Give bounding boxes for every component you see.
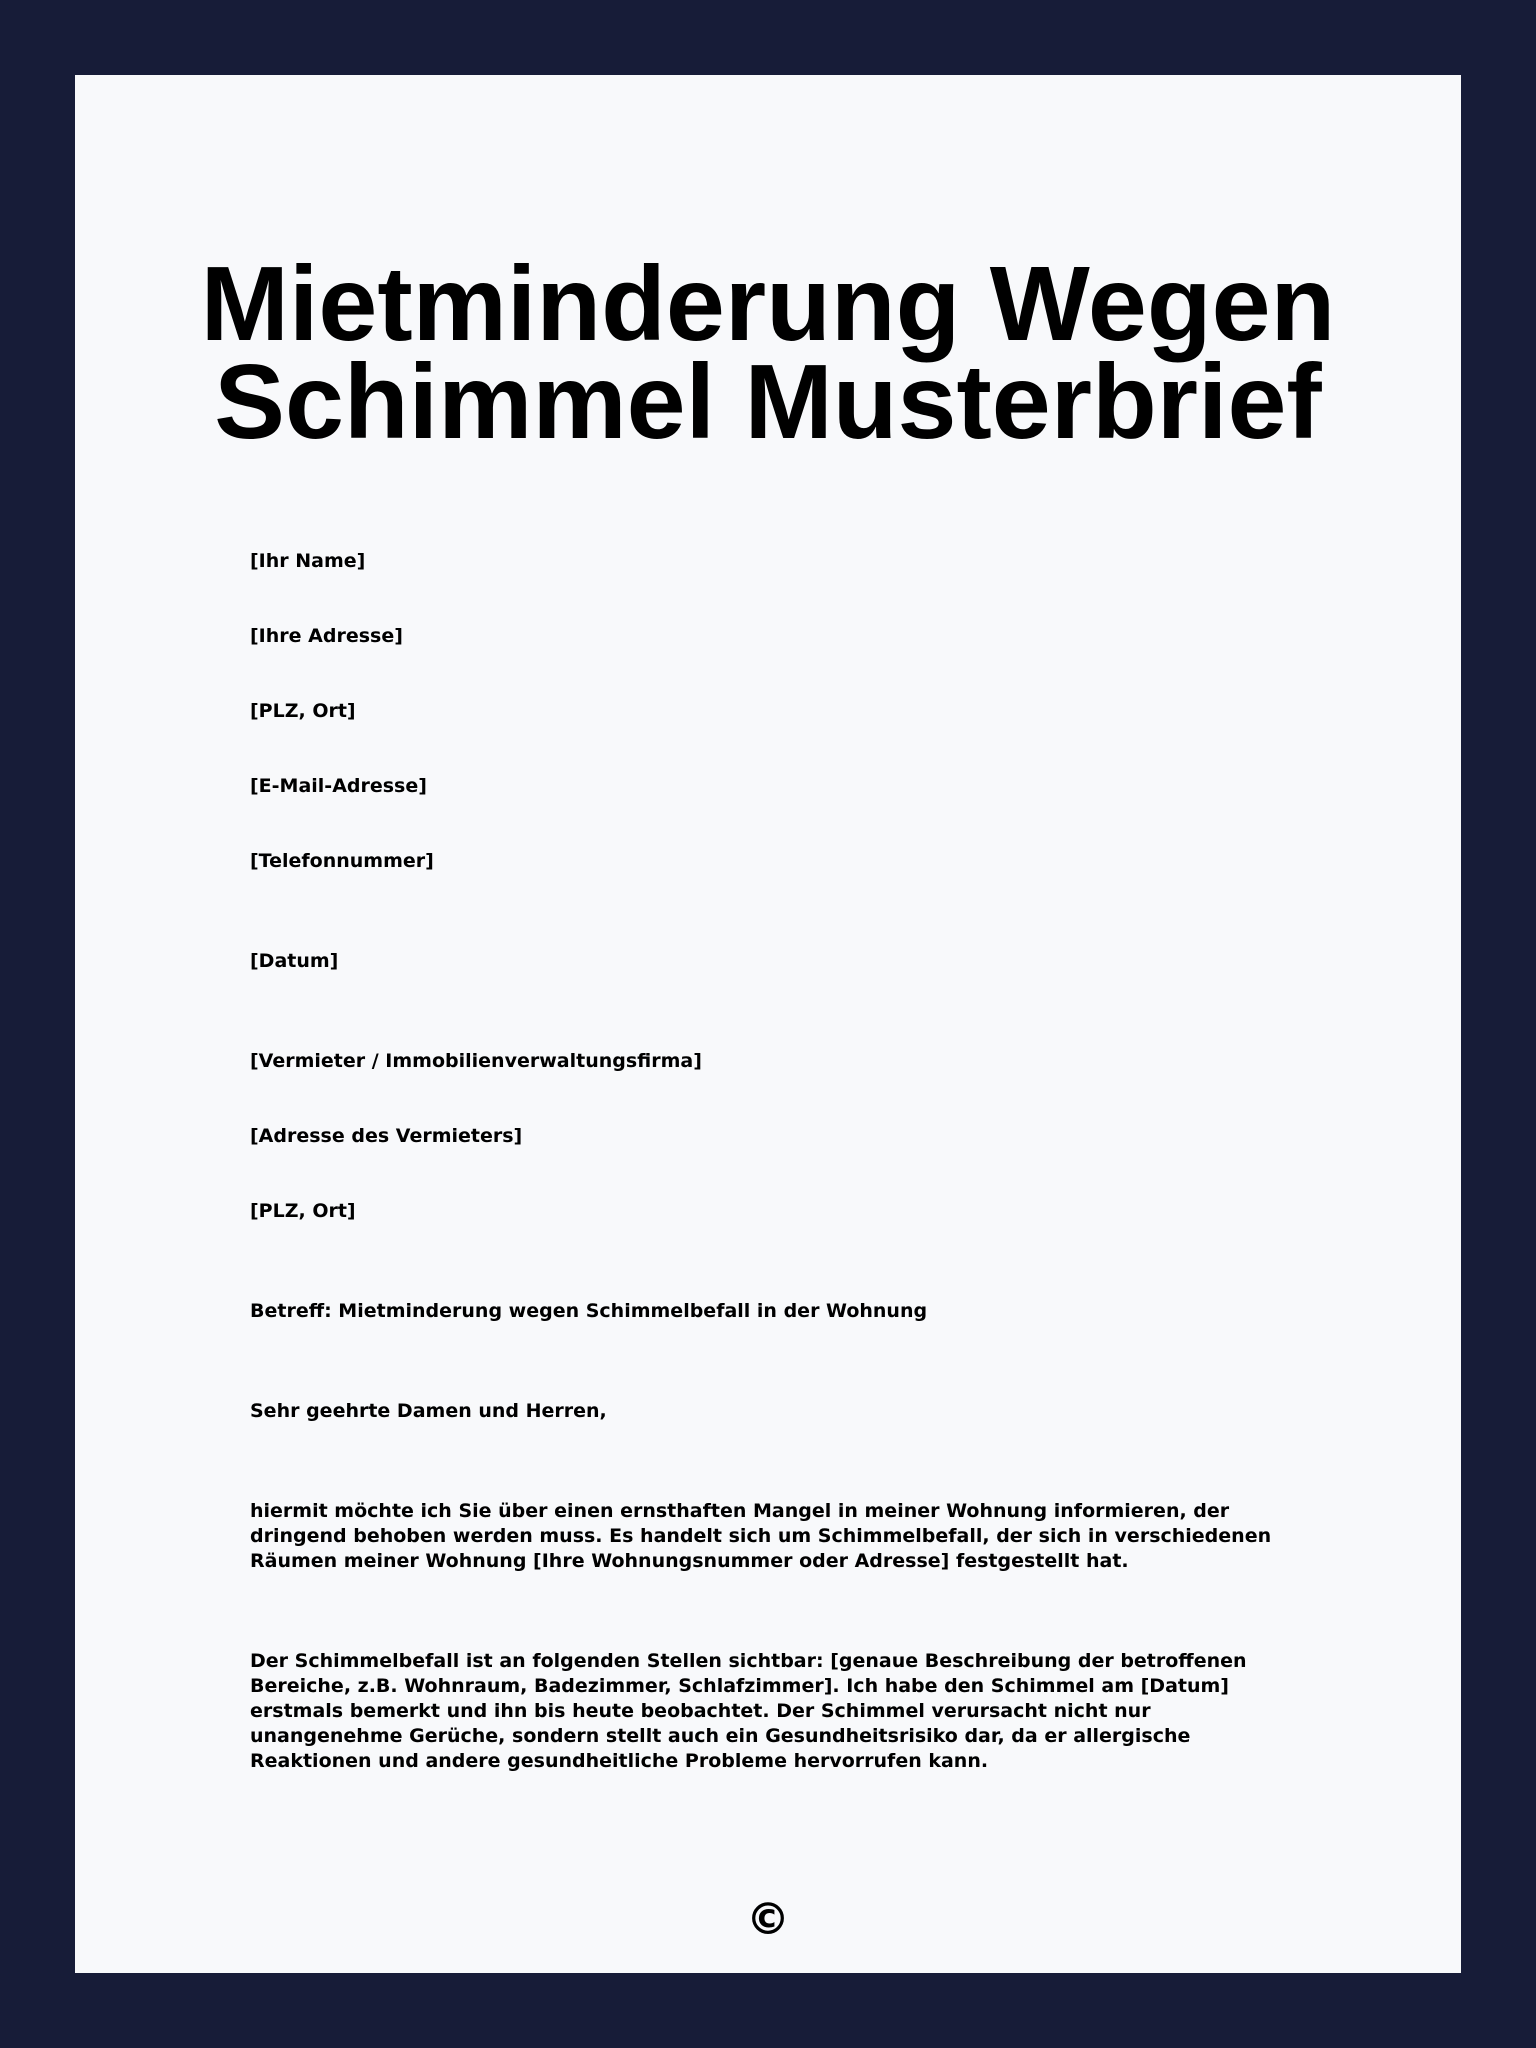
sender-email: [E-Mail-Adresse] xyxy=(250,775,427,797)
recipient-city: [PLZ, Ort] xyxy=(250,1200,356,1222)
letter-paragraph-2: Der Schimmelbefall ist an folgenden Stellen sichtbar: [genaue Beschreibung der betroffenen Bereiche, z.B. Wohnraum, Badezimmer, Schlafzimmer]. Ich habe den Schimmel am [Datum] erstmals bemerkt und ihn bis heute beobachtet. Der Schimmel verursacht nicht nur unangenehme Gerüche, sondern stellt auch ein Gesundheitsrisiko dar, da er allergische Reaktionen und andere gesundheitliche Probleme hervorrufen kann. xyxy=(250,1650,1247,1772)
title-line-1: Mietminderung Wegen xyxy=(200,245,1336,363)
recipient-name: [Vermieter / Immobilienverwaltungsfirma] xyxy=(250,1050,702,1072)
sender-city: [PLZ, Ort] xyxy=(250,700,356,722)
title-line-2: Schimmel Musterbrief xyxy=(214,343,1322,461)
sender-address: [Ihre Adresse] xyxy=(250,625,403,647)
page-title xyxy=(75,245,1461,461)
copyright-icon: © xyxy=(746,1894,790,1945)
letter-salutation: Sehr geehrte Damen und Herren, xyxy=(250,1400,607,1422)
sender-name: [Ihr Name] xyxy=(250,550,366,572)
sender-phone: [Telefonnummer] xyxy=(250,850,434,872)
letter-paragraph-1: hiermit möchte ich Sie über einen ernsthaften Mangel in meiner Wohnung informieren, der dringend behoben werden muss. Es handelt sich um Schimmelbefall, der sich in verschiedenen Räumen meiner Wohnung [Ihre Wohnungsnummer oder Adresse] festgestellt hat. xyxy=(250,1500,1272,1572)
letter-date: [Datum] xyxy=(250,950,339,972)
letter-subject: Betreff: Mietminderung wegen Schimmelbefall in der Wohnung xyxy=(250,1300,928,1322)
recipient-address: [Adresse des Vermieters] xyxy=(250,1125,523,1147)
document-page xyxy=(75,75,1461,1973)
